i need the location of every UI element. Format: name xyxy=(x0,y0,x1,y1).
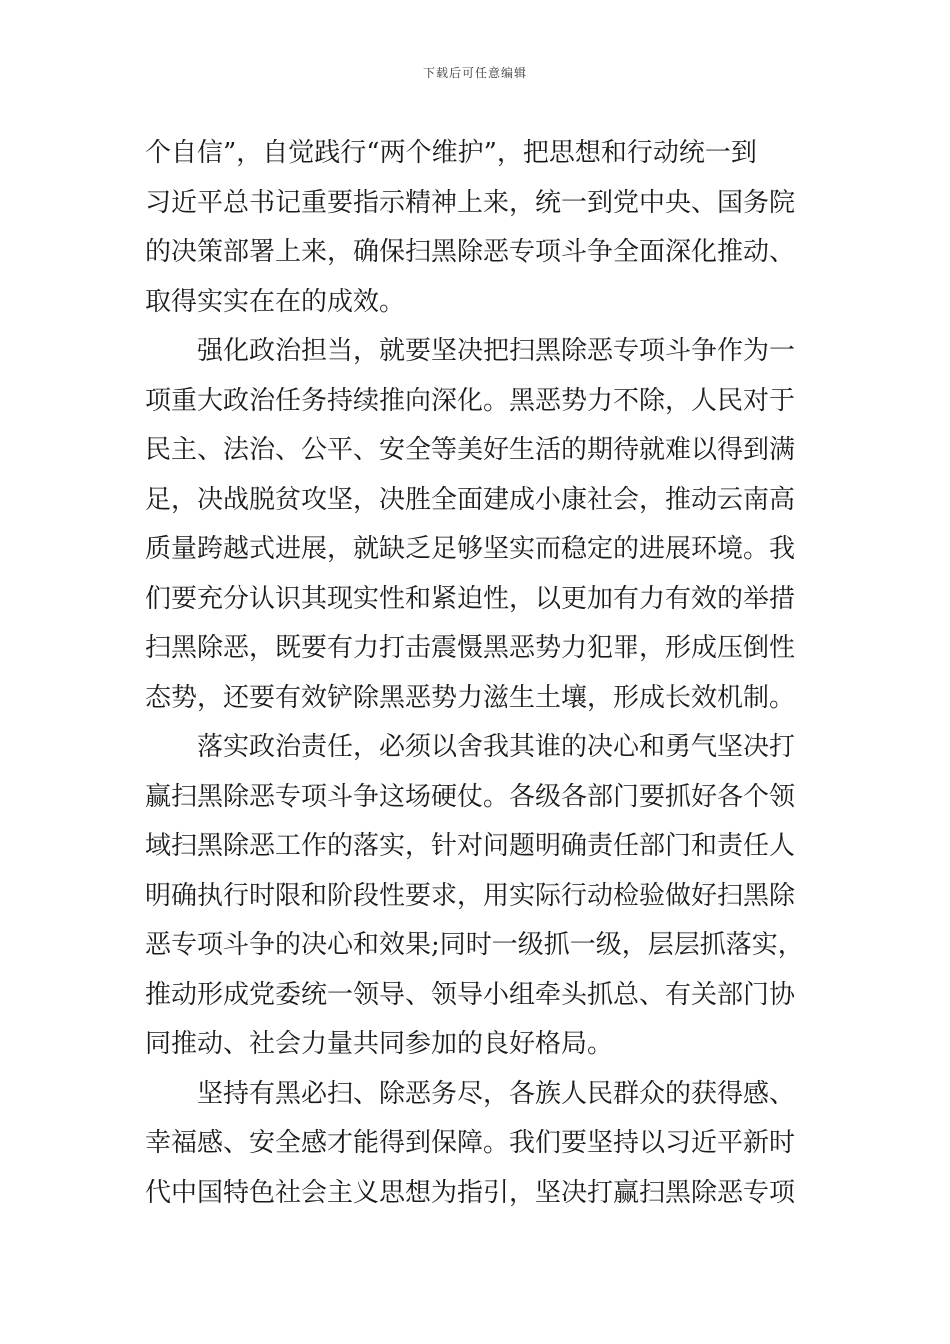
text-line: 扫黑除恶，既要有力打击震慑黑恶势力犯罪，形成压倒性 xyxy=(145,633,796,663)
text-line: 质量跨越式进展，就缺乏足够坚实而稳定的进展环境。我 xyxy=(145,534,796,564)
text-line: 项重大政治任务持续推向深化。黑恶势力不除，人民对于 xyxy=(145,385,796,416)
text-line: 明确执行时限和阶段性要求，用实际行动检验做好扫黑除 xyxy=(145,880,796,911)
page-header: 下载后可任意编辑 xyxy=(422,66,527,80)
text-line: 个自信”，自觉践行“两个维护”，把思想和行动统一到 xyxy=(145,138,757,168)
text-line: 幸福感、安全感才能得到保障。我们要坚持以习近平新时 xyxy=(145,1128,796,1158)
text-line: 同推动、社会力量共同参加的良好格局。 xyxy=(145,1029,614,1059)
text-line: 代中国特色社会主义思想为指引，坚决打赢扫黑除恶专项 xyxy=(145,1177,796,1208)
text-line: 取得实实在在的成效。 xyxy=(145,286,406,317)
document-body xyxy=(145,129,807,1218)
text-line: 习近平总书记重要指示精神上来，统一到党中央、国务院 xyxy=(145,187,796,218)
text-line: 赢扫黑除恶专项斗争这场硬仗。各级各部门要抓好各个领 xyxy=(145,781,796,812)
text-line: 民主、法治、公平、安全等美好生活的期待就难以得到满 xyxy=(145,435,796,465)
text-line: 域扫黑除恶工作的落实，针对问题明确责任部门和责任人 xyxy=(145,831,796,861)
text-line: 态势，还要有效铲除黑恶势力滋生土壤，形成长效机制。 xyxy=(145,682,796,713)
text-line: 恶专项斗争的决心和效果;同时一级抓一级，层层抓落实， xyxy=(145,930,804,960)
paragraph-first-line: 落实政治责任，必须以舍我其谁的决心和勇气坚决打 xyxy=(197,732,796,762)
text-line: 足，决战脱贫攻坚，决胜全面建成小康社会，推动云南高 xyxy=(145,484,796,515)
text-line: 推动形成党委统一领导、领导小组牵头抓总、有关部门协 xyxy=(145,979,796,1010)
paragraph-first-line: 强化政治担当，就要坚决把扫黑除恶专项斗争作为一 xyxy=(197,336,796,366)
text-line: 们要充分认识其现实性和紧迫性，以更加有力有效的举措 xyxy=(145,583,796,614)
paragraph-first-line: 坚持有黑必扫、除恶务尽，各族人民群众的获得感、 xyxy=(197,1078,796,1109)
text-line: 的决策部署上来，确保扫黑除恶专项斗争全面深化推动、 xyxy=(145,237,796,267)
